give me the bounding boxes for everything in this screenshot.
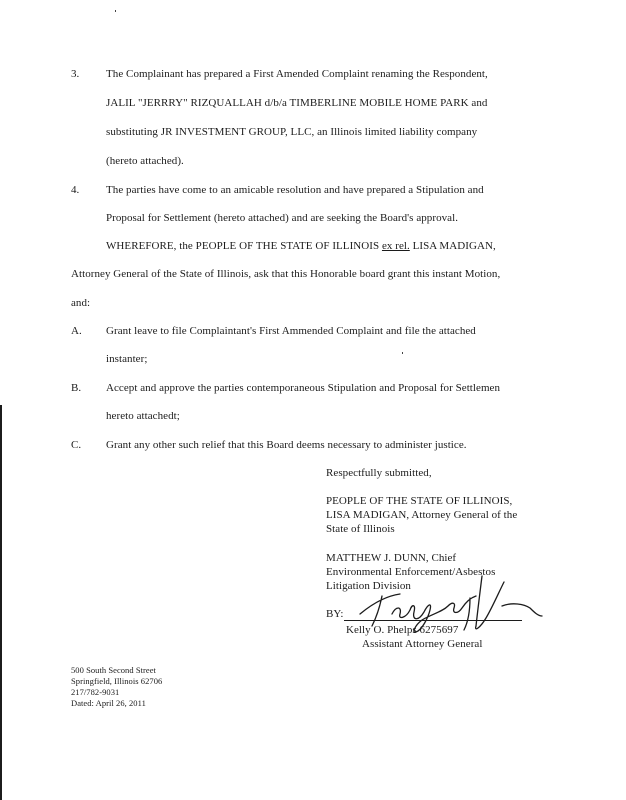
item-4-line-1: The parties have come to an amicable resolution and have prepared a Stipulation and xyxy=(106,184,484,196)
item-3-line-4: (hereto attached). xyxy=(106,155,184,167)
closing-text: Respectfully submitted, xyxy=(326,467,432,479)
wherefore-line-2: Attorney General of the State of Illinois, ask that this Honorable board grant this instant Motion, xyxy=(71,268,501,280)
item-4-marker: 4. xyxy=(71,184,80,196)
item-3-marker: 3. xyxy=(71,68,80,80)
request-b-line-1: Accept and approve the parties contemporaneous Stipulation and Proposal for Settlemen xyxy=(106,382,501,394)
request-c-line-1: Grant any other such relief that this Board deems necessary to administer justice. xyxy=(106,439,467,451)
ex-rel-text: ex rel. xyxy=(381,240,410,252)
request-c-marker: C. xyxy=(71,439,82,451)
footer-address-line-2: Springfield, Illinois 62706 xyxy=(71,676,163,686)
by-label: BY: xyxy=(326,608,344,620)
request-b-line-2: hereto attachedt; xyxy=(106,410,180,422)
wherefore-suffix: LISA MADIGAN, xyxy=(409,240,496,252)
wherefore-line-1 xyxy=(106,240,496,252)
item-4-line-2: Proposal for Settlement (hereto attached) and are seeking the Board's approval. xyxy=(106,212,459,224)
party-line-2: LISA MADIGAN, Attorney General of the xyxy=(326,509,518,521)
division-line-1: MATTHEW J. DUNN, Chief xyxy=(326,552,457,564)
scan-speck xyxy=(115,10,116,12)
scan-speck xyxy=(402,352,403,354)
request-a-line-2: instanter; xyxy=(106,353,148,365)
footer-address-line-1: 500 South Second Street xyxy=(71,665,156,675)
request-a-line-1: Grant leave to file Complaintant's First Ammended Complaint and file the attached xyxy=(106,325,476,337)
wherefore-line-3: and: xyxy=(71,297,91,309)
party-line-3: State of Illinois xyxy=(326,523,395,535)
division-line-2: Environmental Enforcement/Asbestos xyxy=(326,566,496,578)
party-line-1: PEOPLE OF THE STATE OF ILLINOIS, xyxy=(326,495,513,507)
request-b-marker: B. xyxy=(71,382,82,394)
footer-date: Dated: April 26, 2011 xyxy=(71,698,146,708)
footer-phone: 217/782-9031 xyxy=(71,687,120,697)
request-a-marker: A. xyxy=(71,325,82,337)
signature-line xyxy=(344,620,522,621)
scan-edge-line xyxy=(0,405,2,800)
item-3-line-3: substituting JR INVESTMENT GROUP, LLC, an Illinois limited liability company xyxy=(106,126,478,138)
item-3-line-1: The Complainant has prepared a First Amended Complaint renaming the Respondent, xyxy=(106,68,488,80)
wherefore-prefix: WHEREFORE, the PEOPLE OF THE STATE OF ILLINOIS xyxy=(106,240,382,252)
item-3-line-2: JALIL "JERRRY" RIZQUALLAH d/b/a TIMBERLINE MOBILE HOME PARK and xyxy=(106,97,488,109)
signer-title: Assistant Attorney General xyxy=(362,638,483,650)
division-line-3: Litigation Division xyxy=(326,580,411,592)
signer-name: Kelly O. Phelps 6275697 xyxy=(346,624,459,636)
